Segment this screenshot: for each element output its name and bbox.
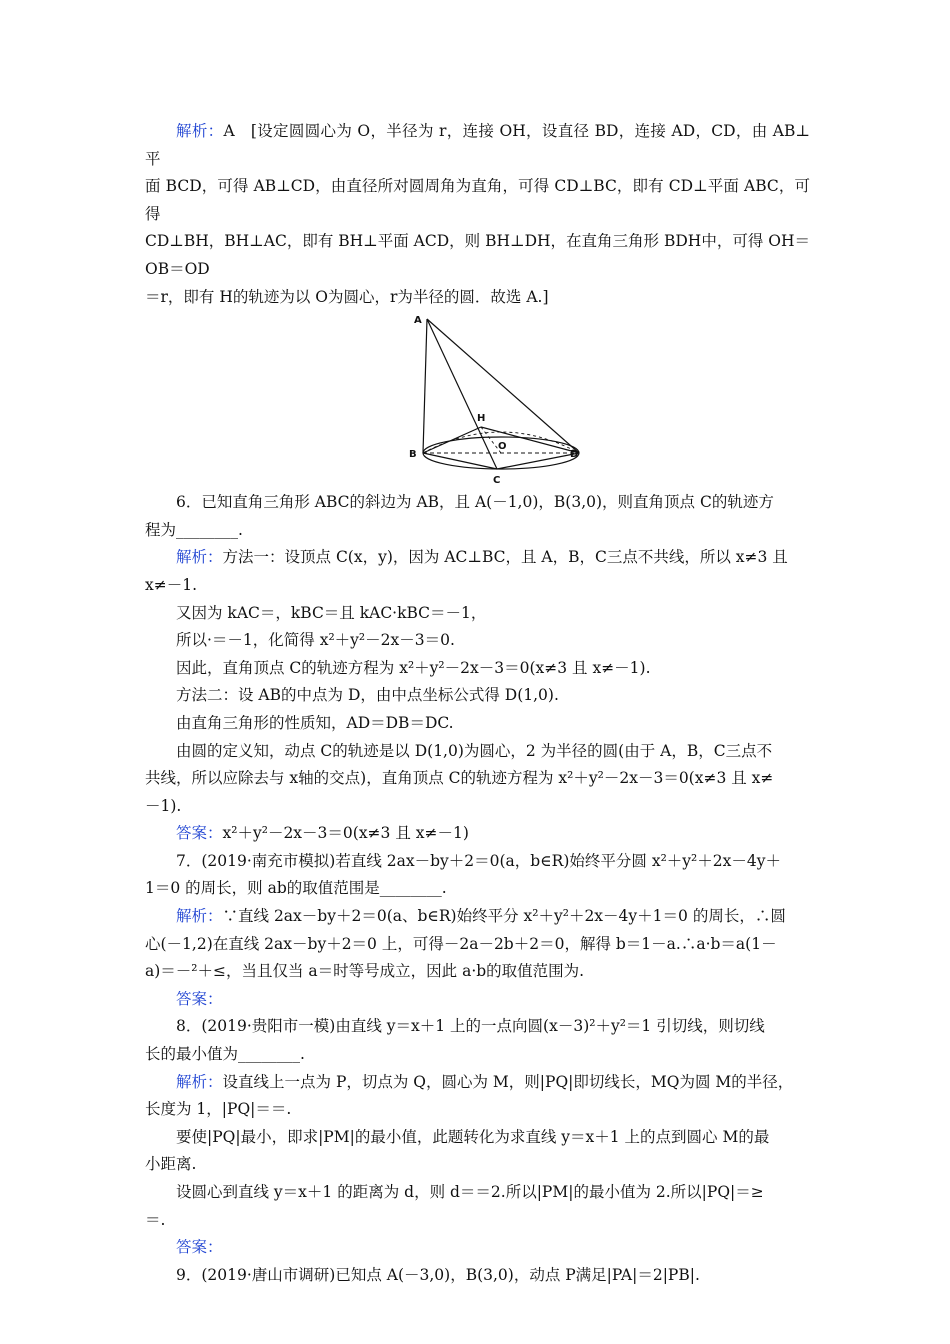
cone-diagram (403, 311, 583, 487)
analysis-label: 解析： (176, 122, 224, 140)
solution-line: 要使|PQ|最小，即求|PM|的最小值，此题转化为求直线 y＝x＋1 上的点到圆心 M的最 (176, 1127, 770, 1146)
solution-line (145, 544, 810, 572)
answer-label: 答案： (176, 989, 223, 1008)
label-c: C (493, 475, 501, 487)
answer-text: x²＋y²－2x－3＝0(x≠3 且 x≠－1) (222, 824, 469, 843)
text-line: ＝r，即有 H的轨迹为以 O为圆心，r为半径的圆．故选 A.] (145, 287, 549, 306)
question-8-line: 长的最小值为________. (145, 1045, 305, 1064)
geometry-figure (145, 311, 810, 489)
solution-line: 设圆心到直线 y＝x＋1 的距离为 d，则 d＝＝2.所以|PM|的最小值为 2.所以|PQ|＝≥ (176, 1183, 764, 1201)
solution-line: 小距离. (145, 1155, 197, 1174)
question-6-line: 6．已知直角三角形 ABC的斜边为 AB，且 A(－1,0)，B(3,0)，则直角顶点 C的轨迹方 (176, 493, 774, 512)
analysis-label: 解析： (176, 1072, 223, 1091)
answer-line (145, 820, 810, 848)
text-span: ∵直线 2ax－by＋2＝0(a、b∈R)始终平分 x²＋y²＋2x－4y＋1＝0 的周长，∴圆 (222, 907, 786, 926)
label-d: D (570, 449, 579, 461)
solution-line: x≠－1. (145, 575, 198, 594)
solution-line: 长度为 1，|PQ|＝＝. (145, 1100, 292, 1119)
solution-line: 心(－1,2)在直线 2ax－by＋2＝0 上，可得－2a－2b＋2＝0，解得 b＝1－a.∴a·b＝a(1－ (145, 934, 777, 953)
solution-line: 由直角三角形的性质知，AD＝DB＝DC. (176, 713, 454, 732)
question-6-line: 程为________. (145, 520, 243, 539)
solution-line (145, 903, 810, 931)
document-page (145, 118, 810, 1289)
analysis-label: 解析： (176, 907, 223, 926)
solution-line: 所以·＝－1，化简得 x²＋y²－2x－3＝0. (176, 631, 455, 650)
text-line: A [设定圆圆心为 O，半径为 r，连接 OH，设直径 BD，连接 AD，CD，由 AB⊥平 (145, 122, 810, 168)
question-9-line: 9．(2019·唐山市调研)已知点 A(－3,0)，B(3,0)，动点 P满足|PA|＝2|PB|. (176, 1265, 700, 1284)
question-8-line: 8．(2019·贵阳市一模)由直线 y＝x＋1 上的一点向圆(x－3)²＋y²＝1 引切线，则切线 (176, 1017, 765, 1036)
solution-line: ＝. (145, 1210, 166, 1229)
solution-line: 由圆的定义知，动点 C的轨迹是以 D(1,0)为圆心，2 为半径的圆(由于 A，B，C三点不 (176, 741, 773, 760)
question-7-line: 1＝0 的周长，则 ab的取值范围是________. (145, 879, 447, 898)
edge-ab (423, 319, 427, 453)
solution-paragraph-5 (145, 118, 810, 173)
label-h: H (477, 413, 486, 425)
solution-line (145, 1069, 810, 1097)
solution-line: 共线，所以应除去与 x轴的交点)，直角顶点 C的轨迹方程为 x²＋y²－2x－3＝0(x≠3 且 x≠ (145, 769, 774, 788)
solution-line: 因此，直角顶点 C的轨迹方程为 x²＋y²－2x－3＝0(x≠3 且 x≠－1). (176, 658, 651, 677)
text-span: 方法一：设顶点 C(x，y)，因为 AC⊥BC，且 A，B，C三点不共线，所以 x≠3 且 (222, 548, 788, 567)
question-7-line: 7．(2019·南充市模拟)若直线 2ax－by＋2＝0(a，b∈R)始终平分圆 x²＋y²＋2x－4y＋ (176, 851, 781, 870)
solution-line: a)＝－²＋≤，当且仅当 a＝时等号成立，因此 a·b的取值范围为. (145, 962, 585, 981)
solution-line: 方法二：设 AB的中点为 D，由中点坐标公式得 D(1,0). (176, 686, 559, 705)
text-line: 面 BCD，可得 AB⊥CD，由直径所对圆周角为直角，可得 CD⊥BC，即有 CD⊥平面 ABC，可得 (145, 177, 810, 223)
answer-label: 答案： (176, 1238, 223, 1257)
text-line: CD⊥BH，BH⊥AC，即有 BH⊥平面 ACD，则 BH⊥DH，在直角三角形 BDH中，可得 OH＝OB＝OD (145, 232, 810, 278)
label-o: O (498, 441, 507, 453)
solution-line: －1). (145, 796, 182, 815)
solution-line: 又因为 kAC＝，kBC＝且 kAC·kBC＝－1， (176, 603, 487, 622)
answer-label: 答案： (176, 824, 223, 843)
label-a: A (414, 315, 422, 327)
analysis-label: 解析： (176, 548, 223, 567)
text-span: 设直线上一点为 P，切点为 Q，圆心为 M，则|PQ|即切线长，MQ为圆 M的半径， (222, 1072, 794, 1091)
label-b: B (409, 449, 417, 461)
